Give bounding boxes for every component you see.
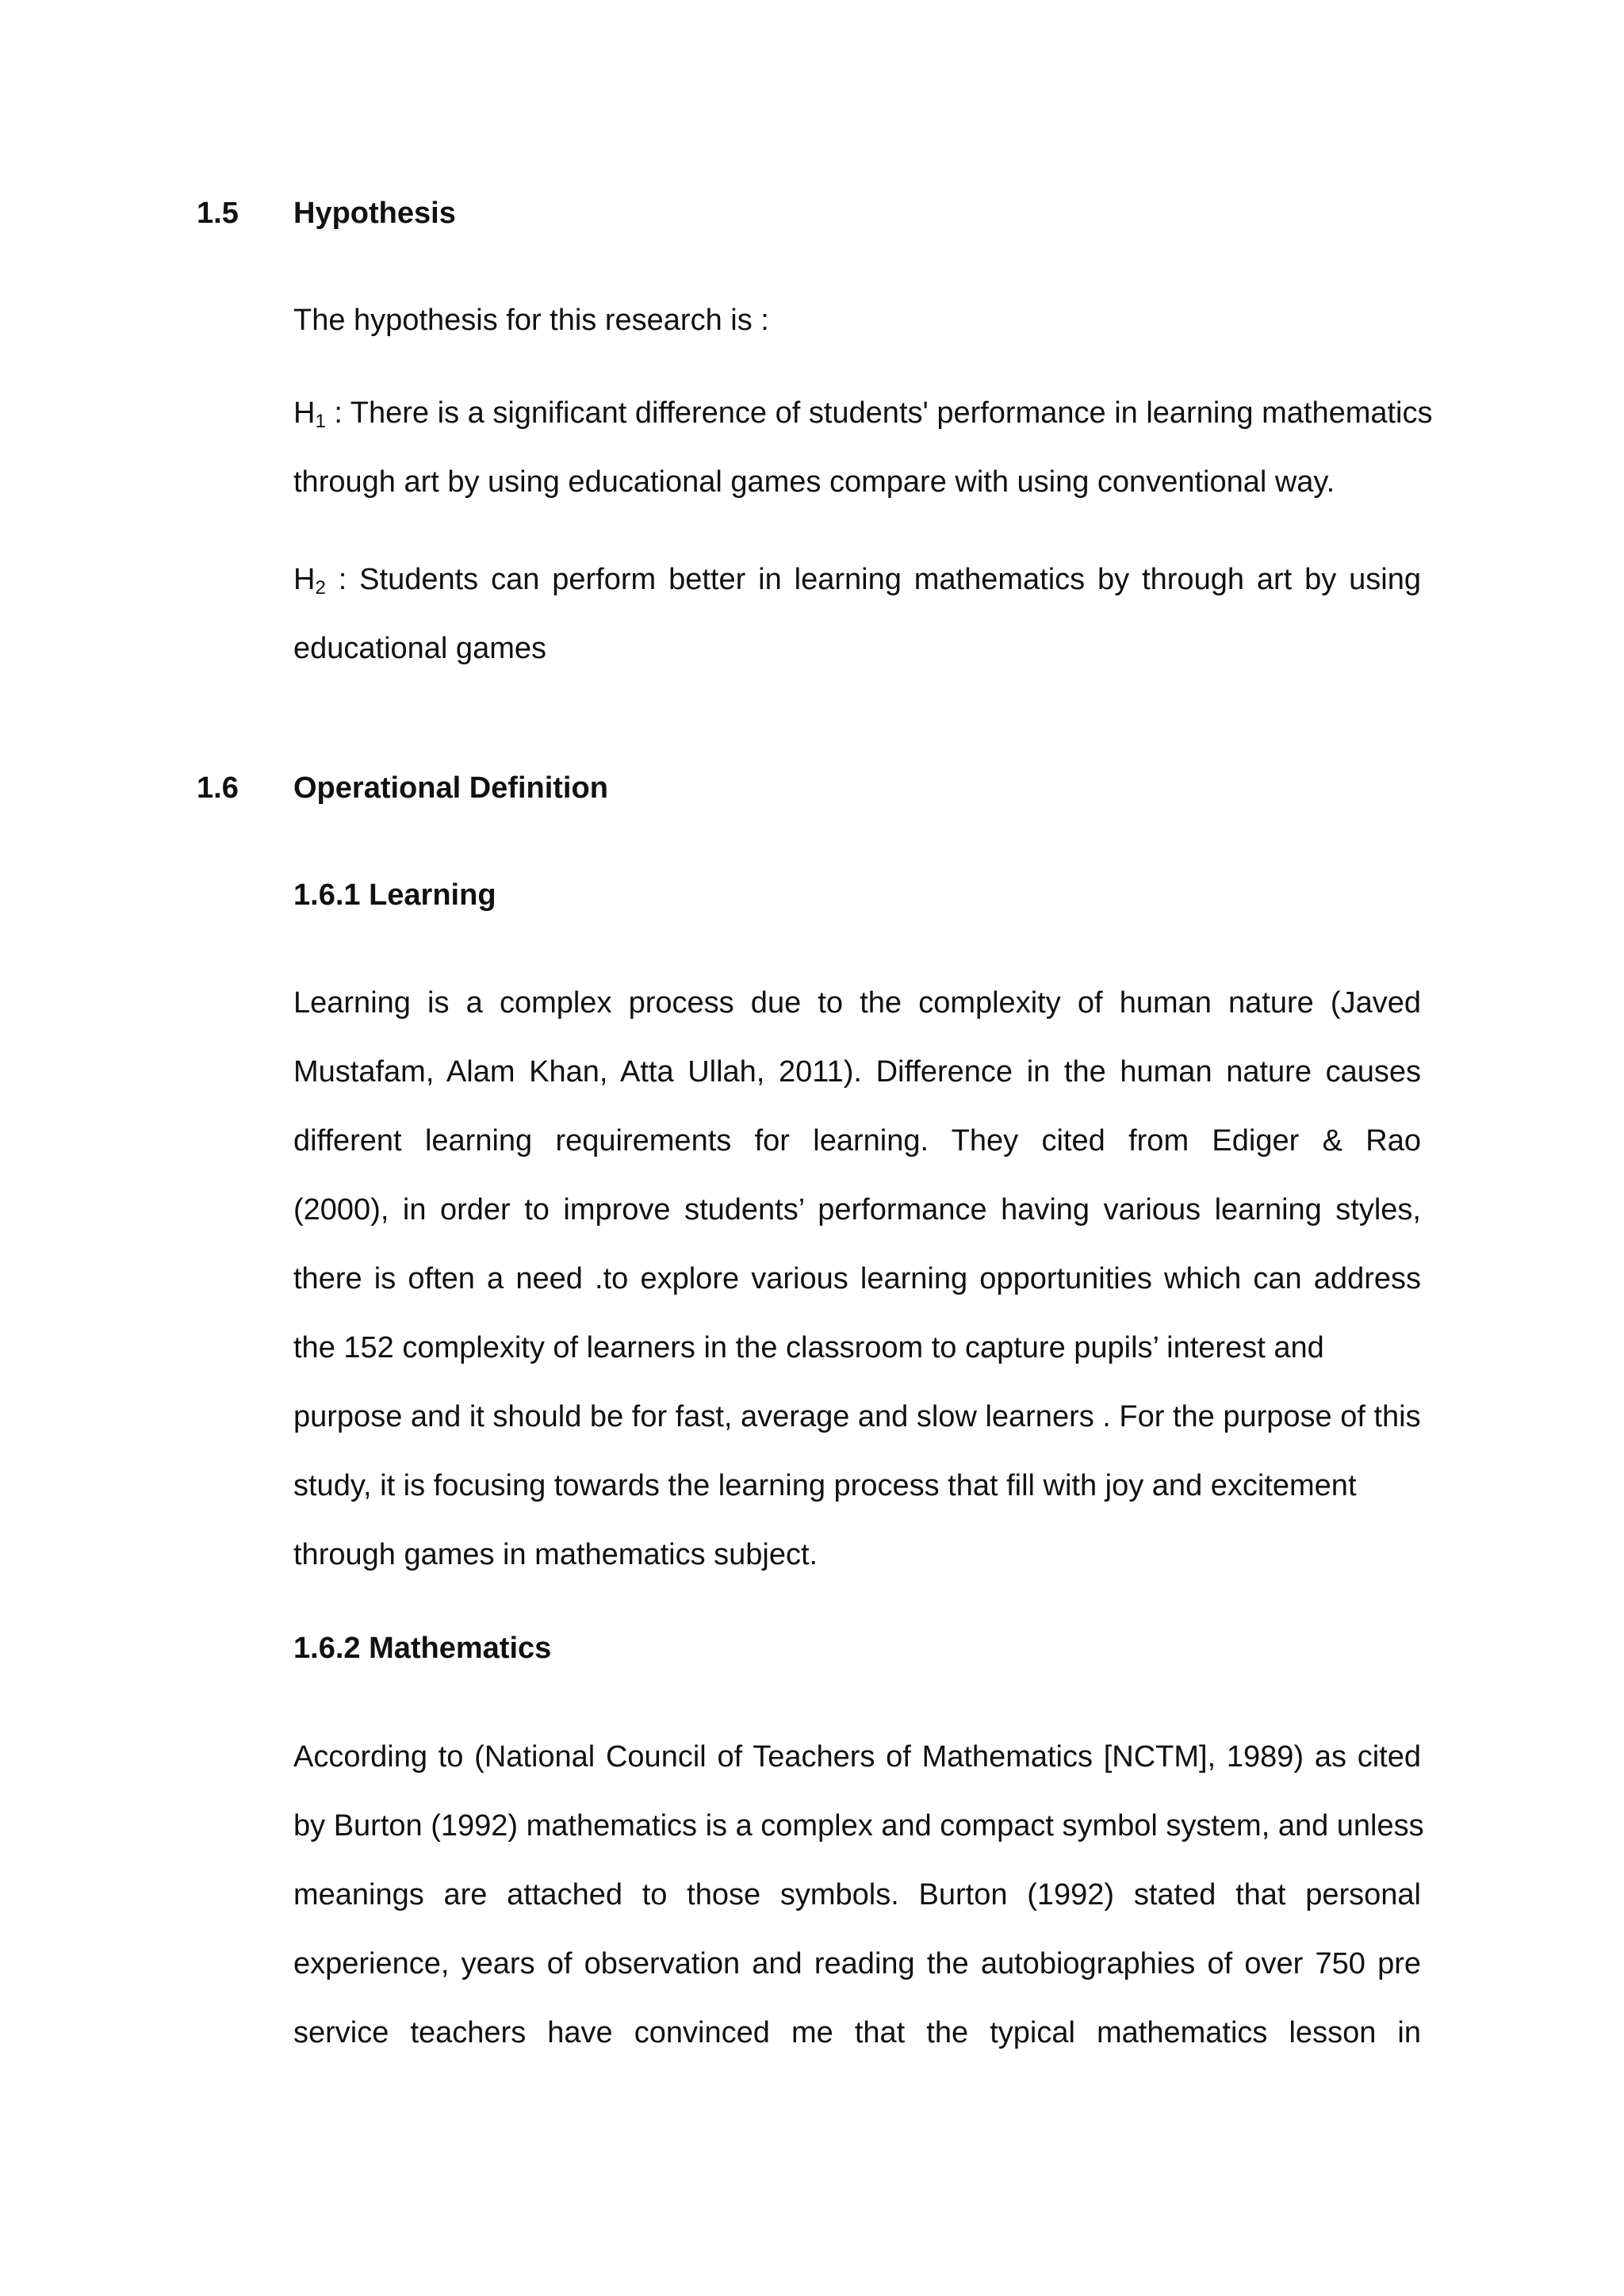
hypothesis-h1-line-1 [293,395,1433,432]
learning-line: purpose and it should be for fast, average and slow learners . For the purpose of this [293,1400,1421,1433]
subsection-mathematics-title: 1.6.2 Mathematics [293,1632,552,1665]
hypothesis-h1-line-2: through art by using educational games compare with using conventional way. [293,465,1335,499]
h1-label: H [293,396,316,430]
section-1-6-title: Operational Definition [293,771,608,805]
learning-line: through games in mathematics subject. [293,1538,818,1571]
subsection-learning-title: 1.6.1 Learning [293,878,496,912]
learning-line: Mustafam, Alam Khan, Atta Ullah, 2011). Difference in the human nature causes [293,1055,1421,1089]
learning-line: (2000), in order to improve students’ performance having various learning styles, [293,1193,1421,1226]
hypothesis-intro: The hypothesis for this research is : [293,304,769,337]
mathematics-line: experience, years of observation and reading the autobiographies of over 750 pre [293,1947,1421,1980]
h2-text: : Students can perform better in learning mathematics by through art by using [325,563,1421,596]
h1-subscript: 1 [315,411,326,432]
section-1-6-number: 1.6 [197,771,239,805]
h2-subscript: 2 [315,577,326,599]
mathematics-line: meanings are attached to those symbols. Burton (1992) stated that personal [293,1878,1421,1911]
hypothesis-h2-line-2: educational games [293,632,546,665]
h1-text: : There is a significant difference of students' performance in learning mathematics [325,396,1433,430]
mathematics-line: According to (National Council of Teachers of Mathematics [NCTM], 1989) as cited [293,1740,1421,1774]
section-1-5-number: 1.5 [197,197,239,230]
learning-line: the 152 complexity of learners in the classroom to capture pupils’ interest and [293,1331,1324,1364]
learning-line: different learning requirements for learning. They cited from Ediger & Rao [293,1124,1421,1158]
learning-line: Learning is a complex process due to the complexity of human nature (Javed [293,986,1421,1020]
mathematics-line: service teachers have convinced me that the typical mathematics lesson in [293,2016,1421,2049]
learning-line: study, it is focusing towards the learning process that fill with joy and excitement [293,1469,1357,1502]
h2-label: H [293,563,316,596]
section-1-5-title: Hypothesis [293,197,456,230]
mathematics-line: by Burton (1992) mathematics is a complex and compact symbol system, and unless [293,1809,1424,1843]
hypothesis-h2-line-1 [293,561,1421,598]
learning-line: there is often a need .to explore various learning opportunities which can address [293,1262,1421,1295]
